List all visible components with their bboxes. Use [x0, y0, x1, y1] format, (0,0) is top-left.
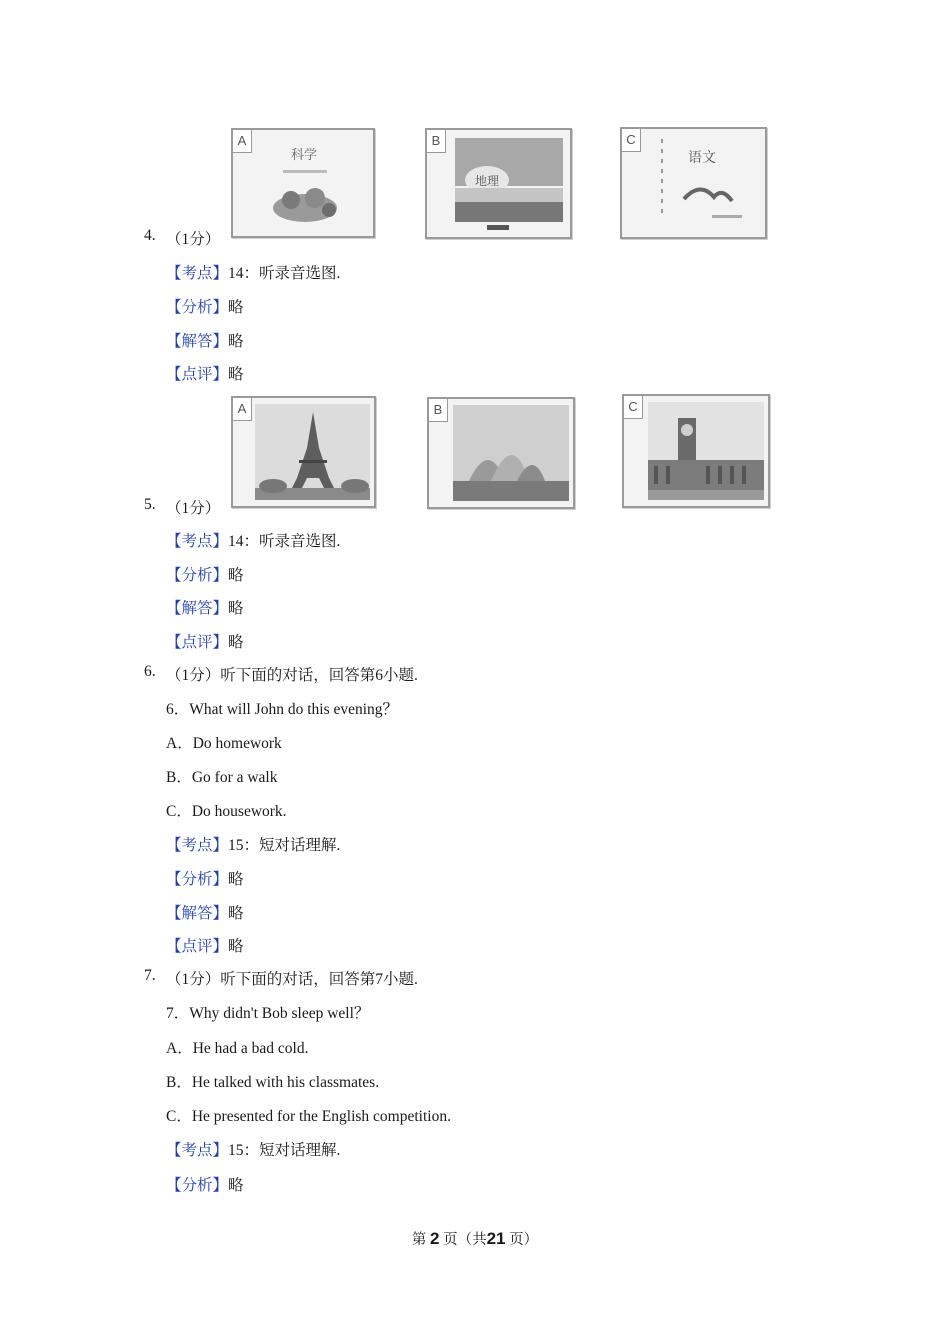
cover-title: 语文: [688, 151, 716, 166]
q4-kaodian: [166, 261, 340, 283]
q6-number: 6.: [144, 663, 156, 680]
q7-option-c: C．He presented for the English competition.: [166, 1108, 451, 1125]
jieda-tag: 【解答】: [166, 905, 229, 922]
kaodian-tag: 【考点】: [166, 265, 229, 282]
image-letter: C: [622, 129, 641, 152]
q5-jieda: [166, 596, 244, 618]
q6-option-c: C．Do housework.: [166, 803, 287, 820]
q5-option-b-image: [427, 397, 575, 509]
q5-score: （1分）: [166, 500, 221, 517]
q4-number: 4.: [144, 227, 156, 244]
kaodian-text: 15：短对话理解.: [228, 837, 341, 854]
page-footer: [0, 1228, 950, 1249]
q7-stem: （1分）听下面的对话，回答第7小题.: [166, 971, 418, 988]
q5-number: 5.: [144, 496, 156, 513]
sydney-opera-house-illustration: [429, 399, 573, 507]
q6-option-a: A．Do homework: [166, 735, 282, 752]
q6-dianping: [166, 934, 244, 956]
jieda-tag: 【解答】: [166, 333, 229, 350]
fenxi-text: 略: [228, 567, 244, 584]
jieda-text: 略: [228, 600, 244, 617]
q5-fenxi: [166, 563, 244, 585]
kaodian-tag: 【考点】: [166, 1142, 229, 1159]
fenxi-text: 略: [228, 871, 244, 888]
image-letter: A: [233, 398, 252, 421]
cover-title: 地理: [475, 174, 500, 188]
q4-option-a-image: [231, 128, 375, 238]
q6-question: 6．What will John do this evening？: [166, 701, 399, 718]
image-letter: C: [624, 396, 643, 419]
fenxi-tag: 【分析】: [166, 299, 229, 316]
kaodian-text: 14：听录音选图.: [228, 265, 341, 282]
q4-fenxi: [166, 295, 244, 317]
q4-jieda: [166, 329, 244, 351]
q7-option-b: B．He talked with his classmates.: [166, 1074, 380, 1091]
fenxi-tag: 【分析】: [166, 1177, 229, 1194]
dianping-text: 略: [228, 634, 244, 651]
image-letter: A: [233, 130, 252, 153]
fenxi-tag: 【分析】: [166, 871, 229, 888]
footer-total-pages: 21: [486, 1229, 506, 1248]
q7-number: 7.: [144, 967, 156, 984]
q6-kaodian: [166, 833, 340, 855]
image-letter: B: [427, 130, 446, 153]
q5-option-c-image: [622, 394, 770, 508]
footer-middle: 页（共: [443, 1232, 487, 1248]
q4-option-b-image: [425, 128, 572, 239]
fenxi-text: 略: [228, 299, 244, 316]
q6-option-b: B．Go for a walk: [166, 769, 278, 786]
footer-page-number: 2: [429, 1229, 440, 1248]
jieda-tag: 【解答】: [166, 600, 229, 617]
q4-score: （1分）: [166, 231, 221, 248]
kaodian-text: 15：短对话理解.: [228, 1142, 341, 1159]
q7-kaodian: [166, 1138, 340, 1160]
q7-fenxi: [166, 1173, 244, 1195]
jieda-text: 略: [228, 333, 244, 350]
q4-option-c-image: [620, 127, 767, 239]
dianping-text: 略: [228, 938, 244, 955]
cover-title: 科学: [291, 147, 318, 162]
kaodian-text: 14：听录音选图.: [228, 533, 341, 550]
q5-dianping: [166, 630, 244, 652]
q4-dianping: [166, 362, 244, 384]
chinese-cover-illustration: [622, 129, 765, 237]
image-letter: B: [429, 399, 448, 422]
dianping-tag: 【点评】: [166, 366, 229, 383]
q5-option-a-image: [231, 396, 376, 508]
q6-stem: （1分）听下面的对话，回答第6小题.: [166, 667, 418, 684]
footer-prefix: 第: [411, 1232, 427, 1248]
q6-jieda: [166, 901, 244, 923]
science-cover-illustration: [233, 130, 373, 236]
q7-option-a: A．He had a bad cold.: [166, 1040, 309, 1057]
jieda-text: 略: [228, 905, 244, 922]
q6-fenxi: [166, 867, 244, 889]
dianping-tag: 【点评】: [166, 634, 229, 651]
kaodian-tag: 【考点】: [166, 533, 229, 550]
footer-suffix: 页）: [509, 1232, 539, 1248]
kaodian-tag: 【考点】: [166, 837, 229, 854]
fenxi-text: 略: [228, 1177, 244, 1194]
eiffel-tower-illustration: [233, 398, 374, 506]
q7-question: 7．Why didn't Bob sleep well？: [166, 1005, 370, 1022]
fenxi-tag: 【分析】: [166, 567, 229, 584]
dianping-tag: 【点评】: [166, 938, 229, 955]
dianping-text: 略: [228, 366, 244, 383]
big-ben-illustration: [624, 396, 768, 506]
q5-kaodian: [166, 529, 340, 551]
